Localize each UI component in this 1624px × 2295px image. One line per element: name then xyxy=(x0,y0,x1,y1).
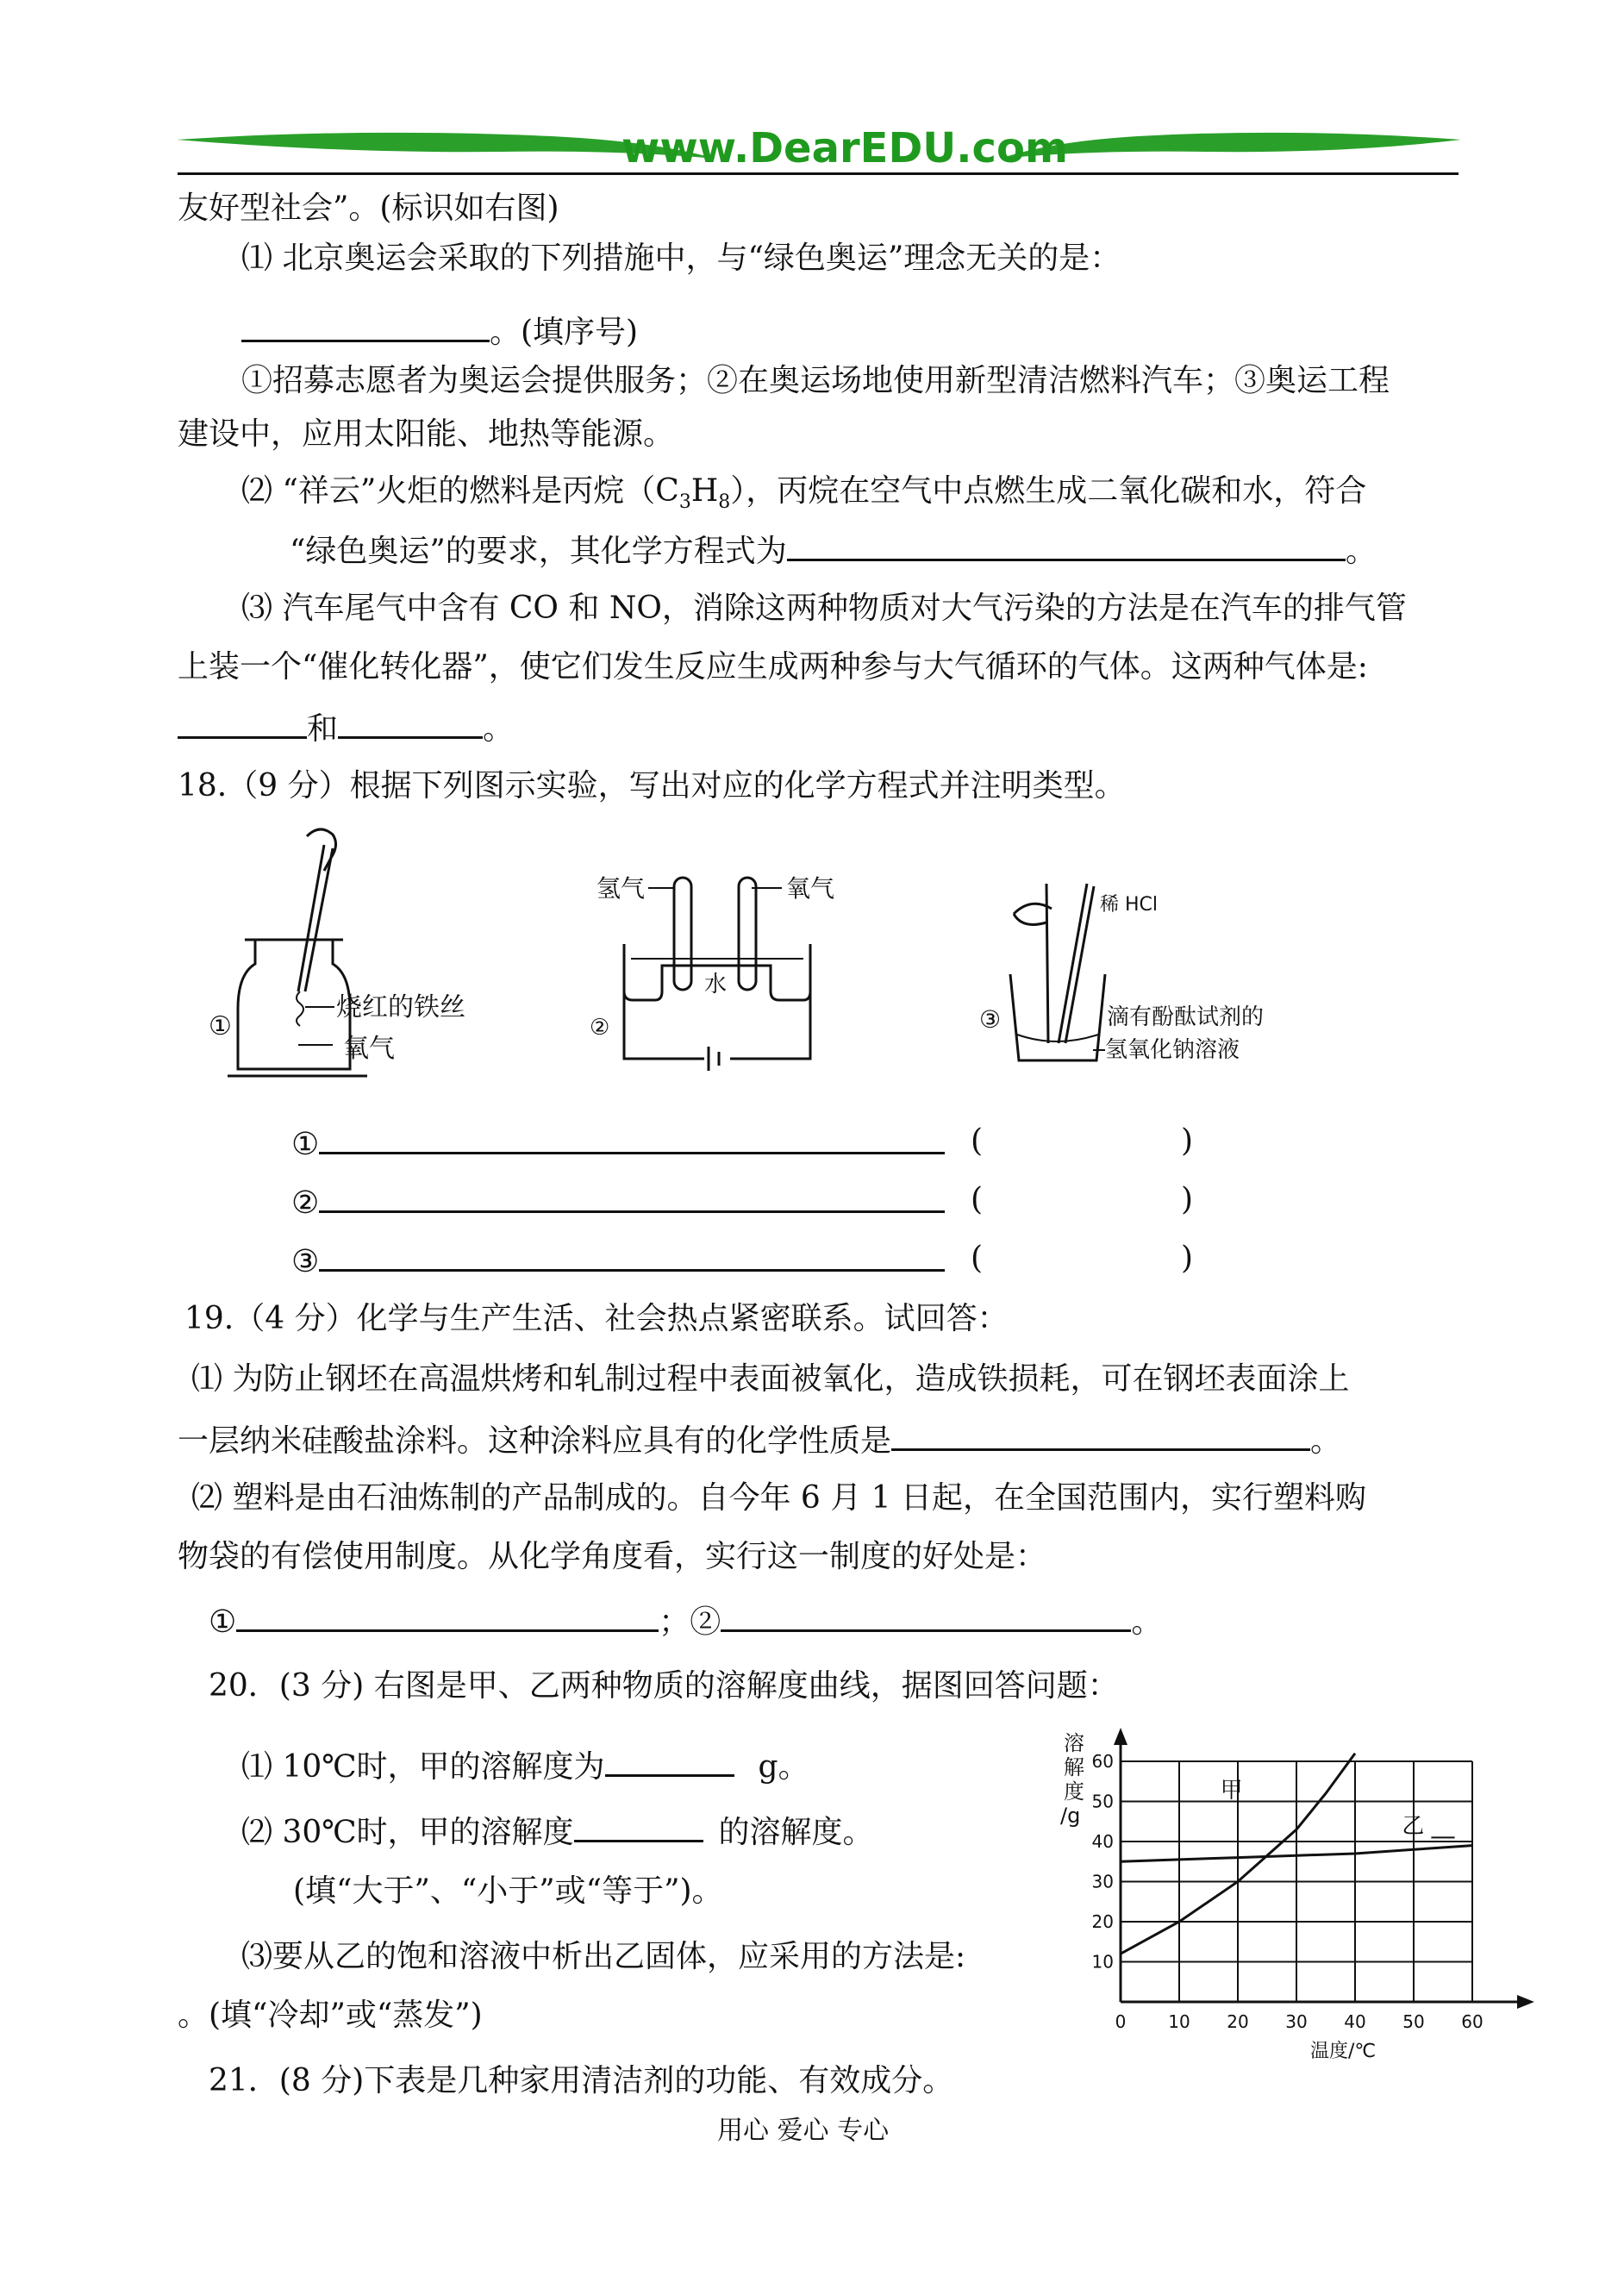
q18-type-close: ) xyxy=(1181,1182,1194,1217)
q20-part3-note: 。(填“冷却”或“蒸发”) xyxy=(178,1998,483,2033)
q20-title: 20．(3 分) 右图是甲、乙两种物质的溶解度曲线，据图回答问题： xyxy=(209,1668,1119,1704)
q17-options-line1: ①招募志愿者为奥运会提供服务；②在奥运场地使用新型清洁燃料汽车；③奥运工程 xyxy=(241,363,1390,398)
chart-x-tick-label: 40 xyxy=(1344,2011,1366,2032)
q17-intro: 友好型社会”。(标识如右图) xyxy=(178,191,559,226)
chart-y-tick-label: 50 xyxy=(1091,1791,1114,1812)
chart-y-arrow-icon xyxy=(1114,1728,1127,1745)
fig3-glass-rod xyxy=(1046,884,1048,1043)
q19-answer-b-blank[interactable] xyxy=(721,1600,1131,1632)
chart-axes xyxy=(1114,1728,1534,2009)
q18-type-open: ( xyxy=(971,1182,984,1217)
q19-part1-line1: ⑴ 为防止钢坯在高温烘烤和轧制过程中表面被氧化，造成铁损耗，可在钢坯表面涂上 xyxy=(191,1361,1350,1397)
q17-part2-post: ），丙烷在空气中点燃生成二氧化碳和水，符合 xyxy=(730,473,1367,509)
chart-y-tick-label: 60 xyxy=(1091,1751,1114,1772)
fig2-tube-left xyxy=(674,878,691,990)
q20-part1-pre: ⑴ 10℃时，甲的溶解度为 xyxy=(241,1749,605,1785)
q18-equation-blank[interactable] xyxy=(319,1181,945,1213)
chart-y-tick-label: 40 xyxy=(1091,1831,1114,1852)
chart-y-tick-label: 10 xyxy=(1091,1951,1114,1973)
q17-gas2-blank[interactable] xyxy=(338,707,483,739)
chart-x-tick-label: 50 xyxy=(1402,2011,1425,2032)
q17-part2-line2 xyxy=(290,529,1377,571)
q17-part1-suffix: 。(填序号) xyxy=(490,315,639,350)
q17-part2-pre: ⑵ “祥云”火炬的燃料是丙烷（C xyxy=(241,473,679,509)
fig2-number: ② xyxy=(590,1015,610,1041)
q19-answer-a-num: ① xyxy=(209,1604,237,1640)
fig1-label-iron: 烧红的铁丝 xyxy=(336,992,465,1022)
fig2-circuit xyxy=(624,991,810,1059)
q20-part2-post: 的溶解度。 xyxy=(718,1815,874,1850)
chart-x-tick-label: 20 xyxy=(1227,2011,1249,2032)
chart-y-tick-label: 20 xyxy=(1091,1911,1114,1932)
chart-ylabel-1: 溶 xyxy=(1064,1731,1084,1755)
fig2-label-water: 水 xyxy=(703,972,728,997)
q17-part1-blank[interactable] xyxy=(241,310,490,342)
chart-ticks xyxy=(1092,1751,1483,2032)
header-rule xyxy=(178,172,1458,175)
q17-options-line2: 建设中，应用太阳能、地热等能源。 xyxy=(178,416,675,452)
chart-x-tick-label: 0 xyxy=(1115,2011,1127,2032)
chart-ylabel-2: 解 xyxy=(1064,1755,1084,1779)
q18-answer-num: ② xyxy=(291,1185,320,1221)
chart-ylabel-4: /g xyxy=(1060,1804,1081,1828)
q18-answer-row-1 xyxy=(291,1122,945,1164)
fig3-label-acid: 稀 HCl xyxy=(1100,894,1159,916)
series-label-yi: 乙 xyxy=(1402,1813,1425,1840)
q18-type-open: ( xyxy=(971,1241,984,1276)
q17-gas1-blank[interactable] xyxy=(178,707,307,739)
q18-type-open: ( xyxy=(971,1123,984,1159)
q19-answer-sep: ； xyxy=(659,1604,690,1640)
q19-part2-line2: 物袋的有偿使用制度。从化学角度看，实行这一制度的好处是： xyxy=(178,1539,1047,1574)
solubility-chart xyxy=(1052,1716,1483,2069)
q21-title: 21．(8 分)下表是几种家用清洁剂的功能、有效成分。 xyxy=(209,2063,954,2098)
q17-part3-line2: 上装一个“催化转化器”，使它们发生反应生成两种参与大气循环的气体。这两种气体是: xyxy=(178,649,1368,685)
q20-part1-blank[interactable] xyxy=(605,1745,734,1777)
q17-part2-sub1: 3 xyxy=(678,491,691,514)
fig1-label-oxygen: 氧气 xyxy=(343,1034,395,1064)
q19-part1-blank[interactable] xyxy=(891,1419,1310,1451)
q17-part1-text: ⑴ 北京奥运会采取的下列措施中，与“绿色奥运”理念无关的是： xyxy=(241,241,1121,276)
series-label-jia: 甲 xyxy=(1220,1777,1243,1804)
chart-x-tick-label: 30 xyxy=(1285,2011,1308,2032)
q18-answer-num: ③ xyxy=(291,1244,320,1279)
q17-part3-line1: ⑶ 汽车尾气中含有 CO 和 NO，消除这两种物质对大气污染的方法是在汽车的排气管 xyxy=(241,591,1407,626)
q18-figure-3 xyxy=(979,879,1290,1086)
q18-figure-1 xyxy=(203,819,514,1078)
fig3-dropper-a xyxy=(1059,884,1087,1043)
q19-part1-line2 xyxy=(178,1419,1341,1460)
footer-text: 用心 爱心 专心 xyxy=(717,2116,890,2146)
q17-part2-mid: H xyxy=(690,473,719,509)
q18-equation-blank[interactable] xyxy=(319,1240,945,1272)
q17-part2-line1 xyxy=(241,472,1366,522)
q18-figure-2 xyxy=(588,862,864,1086)
q17-part2-end: 。 xyxy=(1345,534,1377,569)
q18-equation-blank[interactable] xyxy=(319,1122,945,1154)
fig3-beaker xyxy=(1010,974,1105,1060)
q20-part1-post: g。 xyxy=(758,1749,809,1785)
chart-grid xyxy=(1121,1761,1472,2002)
header-swoosh-right xyxy=(1000,133,1461,159)
fig3-liquid xyxy=(1017,1035,1098,1041)
fig2-label-h2: 氢气 xyxy=(597,874,646,903)
q18-title: 18.（9 分）根据下列图示实验，写出对应的化学方程式并注明类型。 xyxy=(178,768,1126,804)
q17-part2-equation-prompt: “绿色奥运”的要求，其化学方程式为 xyxy=(290,534,787,569)
chart-ylabel-3: 度 xyxy=(1064,1779,1084,1804)
q20-part2-note: (填“大于”、“小于”或“等于”)。 xyxy=(293,1873,723,1909)
q19-title: 19.（4 分）化学与生产生活、社会热点紧密联系。试回答： xyxy=(184,1301,1009,1336)
q20-part3: ⑶要从乙的饱和溶液中析出乙固体，应采用的方法是: xyxy=(241,1939,966,1974)
q19-part1-prompt: 一层纳米硅酸盐涂料。这种涂料应具有的化学性质是 xyxy=(178,1423,892,1459)
q20-part1 xyxy=(241,1745,809,1786)
chart-xlabel: 温度/℃ xyxy=(1310,2041,1377,2062)
q19-answer-end: 。 xyxy=(1131,1604,1163,1640)
q18-type-close: ) xyxy=(1181,1123,1194,1159)
chart-x-arrow-icon xyxy=(1517,1995,1534,2009)
fig1-iron-wire xyxy=(297,991,303,1026)
q20-part2 xyxy=(241,1810,874,1852)
q18-answer-row-3 xyxy=(291,1240,945,1281)
fig3-label-b1: 滴有酚酞试剂的 xyxy=(1107,1004,1265,1030)
chart-y-tick-label: 30 xyxy=(1091,1871,1114,1892)
q19-part2-line1: ⑵ 塑料是由石油炼制的产品制成的。自今年 6 月 1 日起，在全国范围内，实行塑料购 xyxy=(191,1480,1367,1516)
fig3-label-b2: 氢氧化钠溶液 xyxy=(1105,1037,1240,1063)
q19-part2-answers xyxy=(209,1600,1162,1642)
chart-x-tick-label: 60 xyxy=(1461,2011,1483,2032)
q20-part2-pre: ⑵ 30℃时，甲的溶解度 xyxy=(241,1815,574,1850)
q17-part1-answer-line xyxy=(241,310,638,352)
q19-part1-end: 。 xyxy=(1310,1423,1342,1459)
q17-part2-sub2: 8 xyxy=(718,491,731,514)
q20-part2-blank[interactable] xyxy=(574,1810,703,1842)
fig1-jar xyxy=(238,940,350,1069)
q17-and: 和 xyxy=(307,711,339,747)
q18-type-close: ) xyxy=(1181,1241,1194,1276)
q19-answer-a-blank[interactable] xyxy=(236,1600,659,1632)
header-site-text: www.DearEDU.com xyxy=(621,124,1068,172)
fig2-label-o2: 氧气 xyxy=(786,874,835,903)
q19-answer-b-num: ② xyxy=(690,1604,721,1640)
q18-answer-row-2 xyxy=(291,1181,945,1223)
fig3-number: ③ xyxy=(979,1005,1002,1034)
q17-part3-end: 。 xyxy=(483,711,515,747)
fig1-number: ① xyxy=(209,1011,232,1041)
q18-answer-num: ① xyxy=(291,1127,320,1162)
fig2-tube-right xyxy=(739,878,756,990)
chart-x-tick-label: 10 xyxy=(1168,2011,1190,2032)
q17-part3-answer-line xyxy=(178,707,514,748)
fig3-dropper-b xyxy=(1065,886,1094,1043)
q17-part2-equation-blank[interactable] xyxy=(787,529,1346,561)
